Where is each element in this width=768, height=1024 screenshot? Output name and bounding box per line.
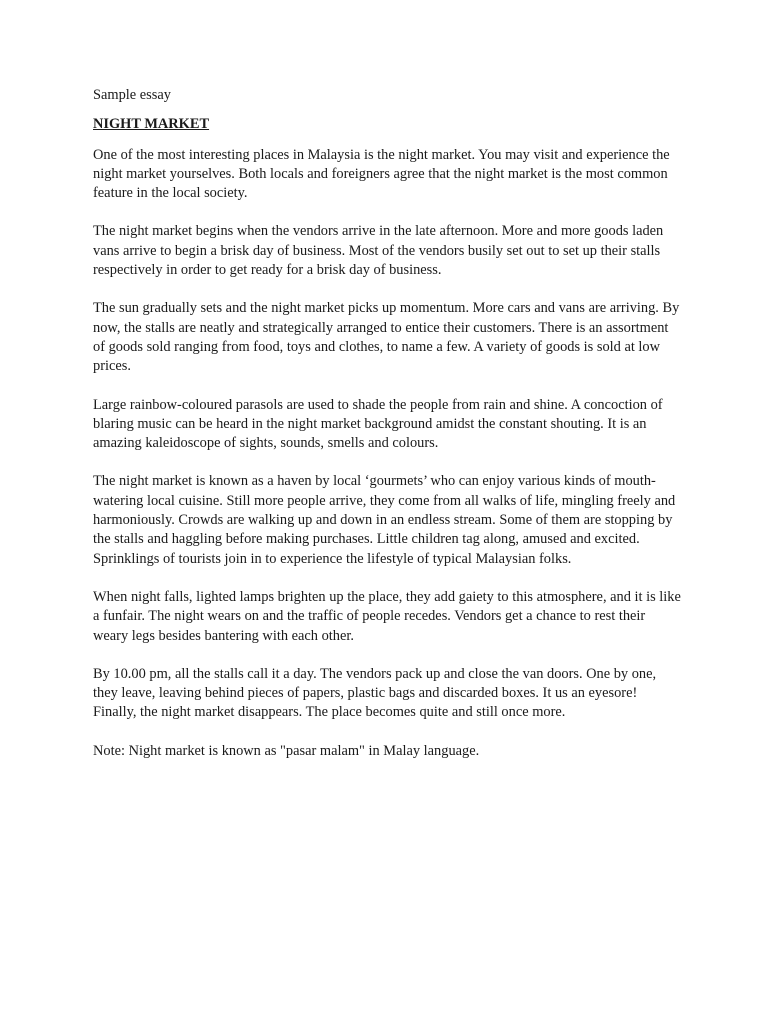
paragraph-6: When night falls, lighted lamps brighten up the place, they add gaiety to this atmosphere, and it is like a funfair. The night wears on and the traffic of people recedes. Vendors get a chance to rest their weary legs besides bantering with each other.: [93, 588, 681, 644]
paragraph-5: The night market is known as a haven by local ‘gourmets’ who can enjoy various kinds of mouth-watering local cuisine. Still more people arrive, they come from all walks of life, mingling freely and harmoniously. Crowds are walking up and down in an endless stream. Some of them are stopping by the stalls and haggling before making purchases. Little children tag along, amused and excited. Sprinklings of tourists join in to experience the lifestyle of typical Malaysian folks.: [93, 473, 676, 567]
paragraph-7: By 10.00 pm, all the stalls call it a day. The vendors pack up and close the van doors. One by one, they leave, leaving behind pieces of papers, plastic bags and discarded boxes. It us an eyesore! Finally, the night market disappears. The place becomes quite and still once more.: [93, 665, 657, 721]
paragraph-3: The sun gradually sets and the night market picks up momentum. More cars and vans are arriving. By now, the stalls are neatly and strategically arranged to entice their customers. There is an assortment of goods sold ranging from food, toys and clothes, to name a few. A variety of goods is sold at low prices.: [93, 300, 680, 375]
paragraph-1: One of the most interesting places in Malaysia is the night market. You may visit and experience the night market yourselves. Both locals and foreigners agree that the night market is the most common feature in the local society.: [93, 146, 670, 202]
document-page: [93, 86, 683, 761]
note-paragraph: Note: Night market is known as "pasar malam" in Malay language.: [93, 742, 480, 759]
paragraph-4: Large rainbow-coloured parasols are used to shade the people from rain and shine. A concoction of blaring music can be heard in the night market background amidst the constant shouting. It is an amazing kaleidoscope of sights, sounds, smells and colours.: [93, 396, 663, 452]
document-kicker: Sample essay: [93, 87, 171, 103]
paragraph-2: The night market begins when the vendors arrive in the late afternoon. More and more goods laden vans arrive to begin a brisk day of business. Most of the vendors busily set out to set up their stalls respectively in order to get ready for a brisk day of business.: [93, 223, 664, 279]
essay-title: NIGHT MARKET: [93, 116, 210, 133]
